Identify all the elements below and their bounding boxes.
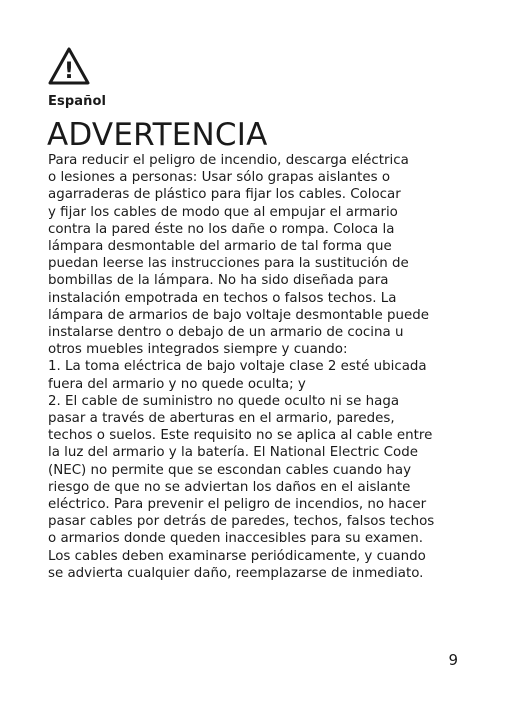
body-line: la luz del armario y la batería. El National Electric Code [48,445,418,461]
body-line: otros muebles integrados siempre y cuando: [48,342,348,358]
page-title: ADVERTENCIA [47,117,268,153]
body-line: Para reducir el peligro de incendio, descarga eléctrica [48,153,409,168]
body-line: riesgo de que no se adviertan los daños en el aislante [48,479,411,495]
body-line: lámpara de armarios de bajo voltaje desmontable puede [48,307,429,323]
body-line: techos o suelos. Este requisito no se aplica al cable entre [48,428,433,444]
body-line: y fijar los cables de modo que al empujar el armario [48,204,398,220]
warning-exclamation-glyph: ! [63,59,75,84]
body-line: eléctrico. Para prevenir el peligro de incendios, no hacer [48,497,427,513]
body-line: Los cables deben examinarse periódicamente, y cuando [48,548,426,564]
body-line: (NEC) no permite que se escondan cables cuando hay [48,462,412,478]
body-line: lámpara desmontable del armario de tal forma que [48,239,392,255]
body-line: agarraderas de plástico para fijar los cables. Colocar [48,187,401,203]
body-line: o lesiones a personas: Usar sólo grapas aislantes o [48,170,391,186]
body-line: fuera del armario y no quede oculta; y [48,376,306,392]
body-line: o armarios donde queden inaccesibles para su examen. [48,531,424,547]
warning-triangle-icon [47,46,91,86]
body-line: puedan leerse las instrucciones para la sustitución de [48,256,409,272]
body-line: 1. La toma eléctrica de bajo voltaje clase 2 esté ubicada [48,359,427,375]
body-line: contra la pared éste no los dañe o rompa. Coloca la [48,221,395,237]
body-line: 2. El cable de suministro no quede oculto ni se haga [48,393,400,409]
warning-body-text [48,152,468,582]
body-line: bombillas de la lámpara. No ha sido diseñada para [48,273,389,289]
body-line: instalarse dentro o debajo de un armario de cocina u [48,325,404,341]
body-line: pasar a través de aberturas en el armario, paredes, [48,411,395,427]
body-line: instalación empotrada en techos o falsos techos. La [48,290,397,306]
language-label: Español [48,94,107,109]
body-line: se advierta cualquier daño, reemplazarse de inmediato. [48,565,424,581]
body-line: pasar cables por detrás de paredes, techos, falsos techos [48,514,435,530]
page-number: 9 [448,651,458,669]
